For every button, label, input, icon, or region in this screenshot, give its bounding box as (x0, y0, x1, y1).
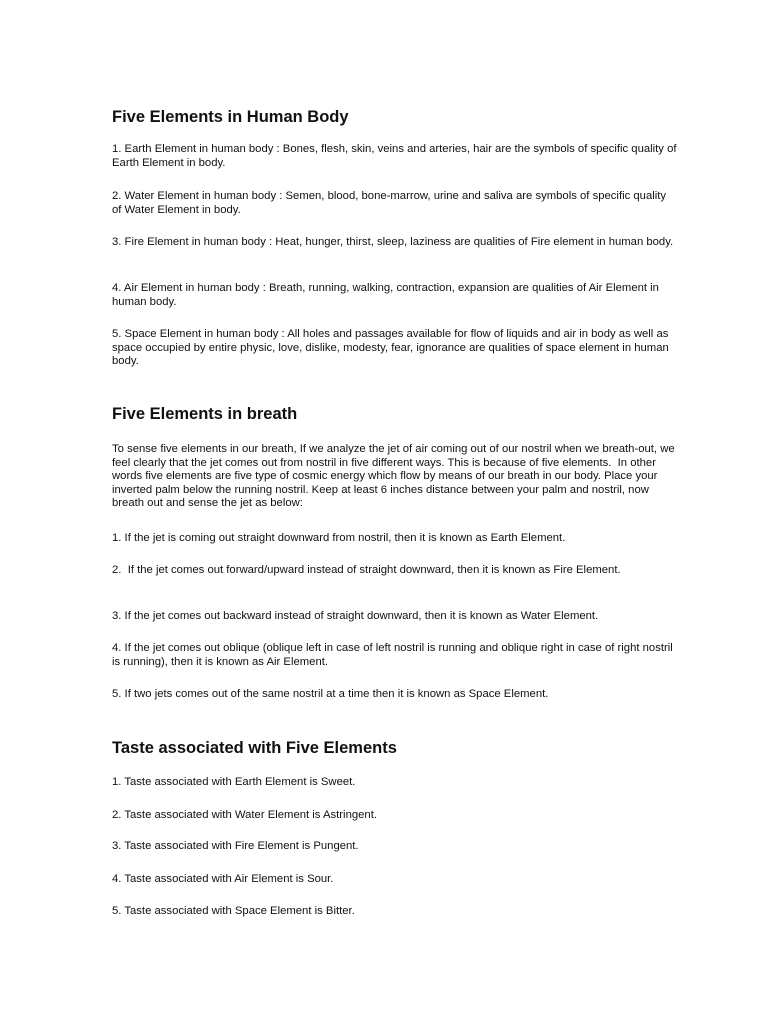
breath-item-earth: 1. If the jet is coming out straight downward from nostril, then it is known as Earth Element. (112, 532, 566, 544)
human-body-item-water: 2. Water Element in human body : Semen, blood, bone-marrow, urine and saliva are symbols of specific quality of Water Element in body. (112, 190, 667, 216)
taste-item-earth: 1. Taste associated with Earth Element is Sweet. (112, 776, 356, 788)
section-title-taste: Taste associated with Five Elements (112, 739, 397, 757)
breath-item-water: 3. If the jet comes out backward instead of straight downward, then it is known as Water Element. (112, 610, 599, 622)
section-title-breath: Five Elements in breath (112, 405, 298, 423)
breath-intro: To sense five elements in our breath, If we analyze the jet of air coming out of our nostril when we breath-out, we feel clearly that the jet comes out from nostril in five different ways. This is because of five elements. In other words five elements are five type of cosmic energy which flow by means of our breath in our body. Place your inverted palm below the running nostril. Keep at least 6 inches distance between your palm and nostril, now breath out and sense the jet as below: (112, 443, 678, 510)
breath-item-space: 5. If two jets comes out of the same nostril at a time then it is known as Space Element. (112, 688, 549, 700)
section-title-human-body: Five Elements in Human Body (112, 108, 349, 126)
human-body-item-space: 5. Space Element in human body : All holes and passages available for flow of liquids and air in body as well as space occupied by entire physic, love, dislike, modesty, fear, ignorance are qualities of space element in human body. (112, 328, 669, 368)
breath-item-fire: 2. If the jet comes out forward/upward instead of straight downward, then it is known as Fire Element. (112, 564, 621, 576)
breath-item-air: 4. If the jet comes out oblique (oblique left in case of left nostril is running and oblique right in case of right nostril is running), then it is known as Air Element. (112, 642, 673, 668)
human-body-item-earth: 1. Earth Element in human body : Bones, flesh, skin, veins and arteries, hair are the symbols of specific quality of Earth Element in body. (112, 143, 677, 169)
human-body-item-air: 4. Air Element in human body : Breath, running, walking, contraction, expansion are qualities of Air Element in human body. (112, 282, 659, 308)
taste-item-water: 2. Taste associated with Water Element is Astringent. (112, 809, 377, 821)
taste-item-space: 5. Taste associated with Space Element is Bitter. (112, 905, 355, 917)
human-body-item-fire: 3. Fire Element in human body : Heat, hunger, thirst, sleep, laziness are qualities of Fire element in human body. (112, 236, 674, 248)
taste-item-fire: 3. Taste associated with Fire Element is Pungent. (112, 840, 359, 852)
taste-item-air: 4. Taste associated with Air Element is Sour. (112, 873, 334, 885)
